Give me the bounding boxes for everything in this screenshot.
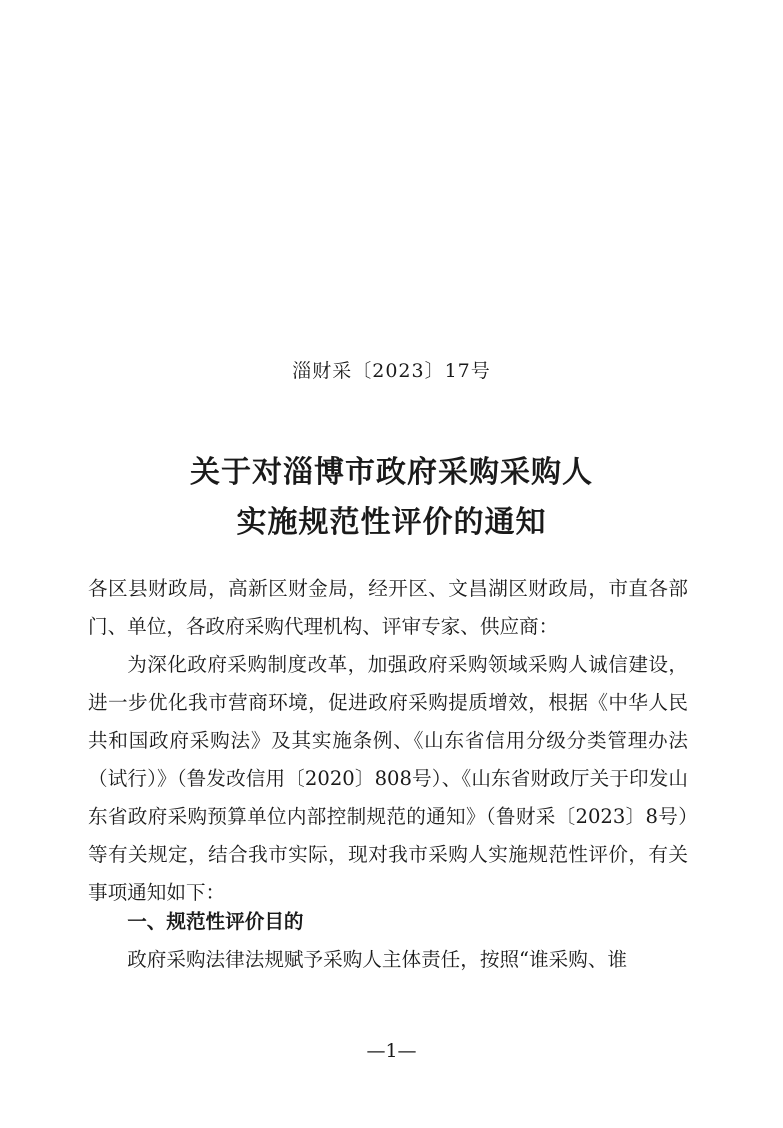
document-number: 淄财采〔2023〕17号 (292, 360, 491, 382)
document-title-line-1: 关于对淄博市政府采购采购人 (190, 455, 593, 490)
document-title-line-2: 实施规范性评价的通知 (236, 505, 547, 540)
page-number: —1— (366, 1040, 417, 1062)
recipients-paragraph: 各区县财政局，高新区财金局，经开区、文昌湖区财政局，市直各部门、单位，各政府采购代理机构、评审专家、供应商： (88, 577, 688, 638)
intro-paragraph: 为深化政府采购制度改革，加强政府采购领域采购人诚信建设，进一步优化我市营商环境，促进政府采购提质增效，根据《中华人民共和国政府采购法》及其实施条例、《山东省信用分级分类管理办法（试行）》（鲁发改信用〔2020〕808号）、《山东省财政厅关于印发山东省政府采购预算单位内部控制规范的通知》（鲁财采〔2023〕8号）等有关规定，结合我市实际，现对我市采购人实施规范性评价，有关事项通知如下： (88, 653, 688, 904)
section-heading-1: 一、规范性评价目的 (127, 910, 304, 933)
section-1-paragraph: 政府采购法律法规赋予采购人主体责任，按照“谁采购、谁 (127, 948, 628, 971)
document-title (0, 448, 783, 548)
